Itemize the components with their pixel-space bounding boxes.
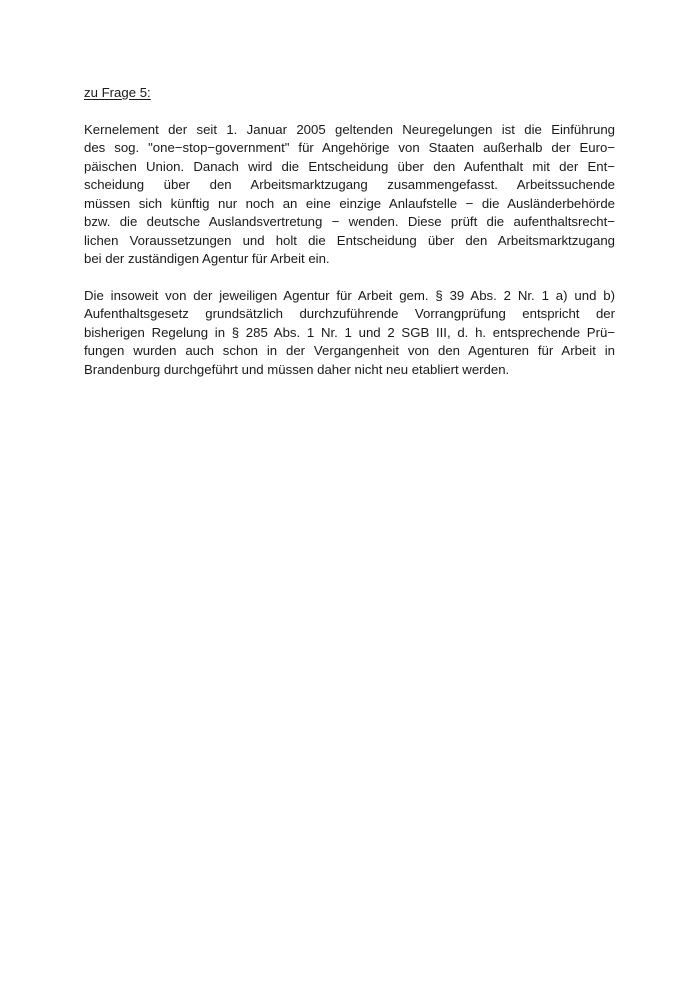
paragraph-line: lichen Voraussetzungen und holt die Entscheidung über den Arbeitsmarktzugang bbox=[84, 232, 615, 248]
paragraph-1 bbox=[84, 121, 615, 269]
paragraph-line: päischen Union. Danach wird die Entscheidung über den Aufenthalt mit der Ent− bbox=[84, 158, 615, 174]
paragraph-line: müssen sich künftig nur noch an eine einzige Anlaufstelle − die Ausländerbehörde bbox=[84, 195, 615, 211]
paragraph-line: Die insoweit von der jeweiligen Agentur für Arbeit gem. § 39 Abs. 2 Nr. 1 a) und b) bbox=[84, 287, 615, 303]
paragraph-line: scheidung über den Arbeitsmarktzugang zusammengefasst. Arbeitssuchende bbox=[84, 177, 615, 192]
paragraph-line: fungen wurden auch schon in der Vergangenheit von den Agenturen für Arbeit in bbox=[84, 343, 615, 358]
paragraph-line: Brandenburg durchgeführt und müssen daher nicht neu etabliert werden. bbox=[84, 361, 510, 377]
paragraph-line: des sog. "one−stop−government" für Angehörige von Staaten außerhalb der Euro− bbox=[84, 140, 615, 155]
paragraph-line: Aufenthaltsgesetz grundsätzlich durchzuführende Vorrangprüfung entspricht der bbox=[84, 306, 615, 321]
paragraph-line: Kernelement der seit 1. Januar 2005 geltenden Neuregelungen ist die Einführung bbox=[84, 121, 615, 137]
section-heading: zu Frage 5: bbox=[84, 85, 151, 100]
paragraph-line: bisherigen Regelung in § 285 Abs. 1 Nr. 1 und 2 SGB III, d. h. entsprechende Prü− bbox=[84, 324, 615, 340]
paragraph-line: bzw. die deutsche Auslandsvertretung − wenden. Diese prüft die aufenthaltsrecht− bbox=[84, 214, 615, 229]
paragraph-line: bei der zuständigen Agentur für Arbeit ein. bbox=[84, 251, 330, 266]
paragraph-2 bbox=[84, 287, 615, 380]
document-page bbox=[84, 84, 615, 397]
